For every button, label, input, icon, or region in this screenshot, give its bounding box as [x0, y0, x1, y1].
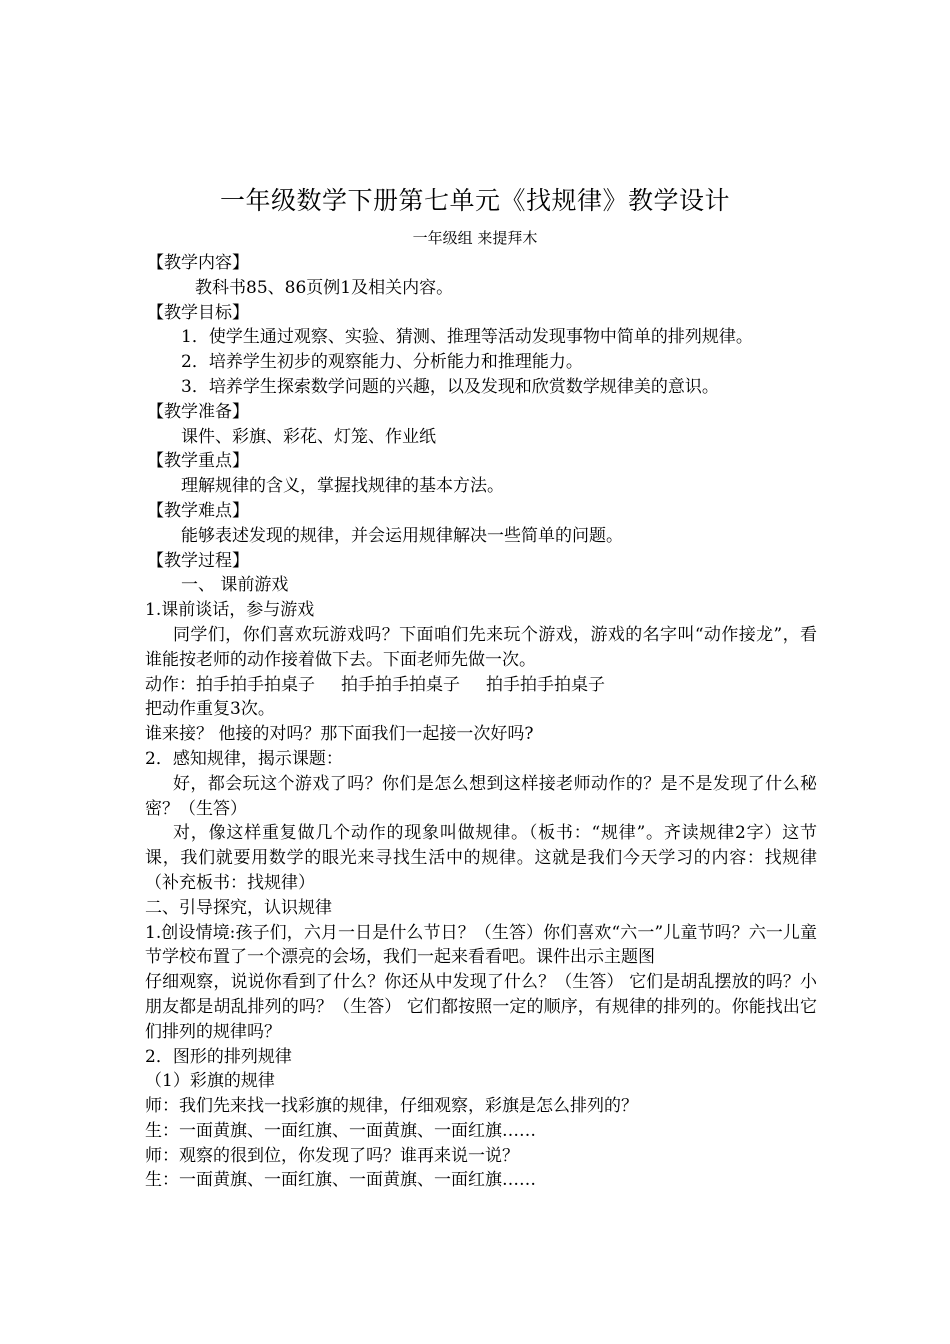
section-heading-difficulty: 【教学难点】	[147, 500, 249, 521]
dialog-line-2: 生：一面黄旗、一面红旗、一面黄旗、一面红旗……	[145, 1120, 536, 1141]
step2-paragraph-2: 对，像这样重复做几个动作的现象叫做规律。（板书：“规律”。齐读规律2字）这节课，我们就要用数学的眼光来寻找生活中的规律。这就是我们今天学习的内容：找规律（补充板书：找规律）	[145, 823, 817, 893]
part2-step2-title: 2．图形的排列规律	[145, 1046, 292, 1067]
section-heading-content: 【教学内容】	[147, 253, 249, 273]
action-label: 动作：拍手拍手拍桌子	[145, 674, 315, 695]
part2-step1-paragraph: 1.创设情境:孩子们，六月一日是什么节日？（生答）你们喜欢“六一”儿童节吗？六一儿童节学校布置了一个漂亮的会场，我们一起来看看吧。课件出示主题图	[145, 922, 817, 968]
part2-observe-paragraph: 仔细观察，说说你看到了什么？你还从中发现了什么？（生答） 它们是胡乱摆放的吗？小朋友都是胡乱排列的吗？（生答） 它们都按照一定的顺序，有规律的排列的。你能找出它们排列的规律吗？	[145, 972, 817, 1042]
goal-item-3: 3．培养学生探索数学问题的兴趣，以及发现和欣赏数学规律美的意识。	[181, 376, 719, 397]
difficulty-text: 能够表述发现的规律，并会运用规律解决一些简单的问题。	[181, 525, 623, 546]
part1-title: 一、 课前游戏	[181, 575, 289, 596]
step1-paragraph: 同学们，你们喜欢玩游戏吗？下面咱们先来玩个游戏，游戏的名字叫“动作接龙”，看谁能按老师的动作接着做下去。下面老师先做一次。	[145, 624, 817, 670]
section-heading-goals: 【教学目标】	[147, 302, 249, 323]
dialog-line-1: 师：我们先来找一找彩旗的规律，仔细观察，彩旗是怎么排列的？	[145, 1096, 638, 1117]
goal-item-2: 2．培养学生初步的观察能力、分析能力和推理能力。	[181, 352, 583, 373]
content-text: 教科书85、86页例1及相关内容。	[195, 277, 454, 298]
repeat-text: 把动作重复3次。	[145, 699, 275, 720]
section-heading-prep: 【教学准备】	[147, 401, 249, 422]
who-next-text: 谁来接？ 他接的对吗？那下面我们一起接一次好吗?	[145, 724, 534, 745]
section-heading-key: 【教学重点】	[147, 451, 249, 472]
flag-title: （1）彩旗的规律	[145, 1071, 275, 1092]
key-text: 理解规律的含义，掌握找规律的基本方法。	[181, 476, 504, 497]
document-body	[145, 251, 817, 1193]
prep-text: 课件、彩旗、彩花、灯笼、作业纸	[181, 426, 436, 447]
step1-title: 1.课前谈话，参与游戏	[145, 600, 315, 621]
step2-title: 2．感知规律，揭示课题：	[145, 748, 343, 769]
dialog-line-4: 生：一面黄旗、一面红旗、一面黄旗、一面红旗……	[145, 1170, 536, 1191]
step2-paragraph-1: 好，都会玩这个游戏了吗？你们是怎么想到这样接老师动作的？是不是发现了什么秘密？（生答）	[145, 773, 817, 819]
part2-title: 二、引导探究，认识规律	[145, 897, 332, 918]
action-3: 拍手拍手拍桌子	[486, 674, 605, 695]
section-heading-process: 【教学过程】	[147, 550, 249, 571]
dialog-line-3: 师：观察的很到位，你发现了吗？谁再来说一说？	[145, 1145, 519, 1166]
document-author: 一年级组 来提拜木	[412, 229, 538, 247]
goal-item-1: 1．使学生通过观察、实验、猜测、推理等活动发现事物中简单的排列规律。	[181, 327, 753, 348]
action-line	[145, 673, 817, 698]
action-2: 拍手拍手拍桌子	[341, 674, 460, 695]
document-title: 一年级数学下册第七单元《找规律》教学设计	[219, 186, 730, 215]
